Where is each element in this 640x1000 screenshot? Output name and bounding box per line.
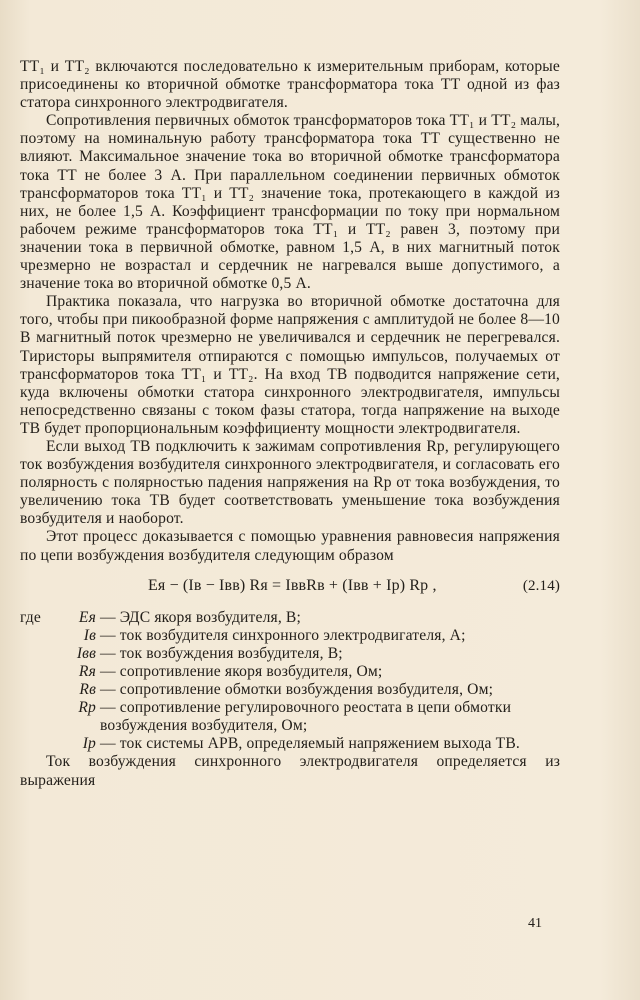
legend-intro: где	[20, 608, 41, 626]
symbol-legend	[20, 609, 560, 754]
legend-text: — ток системы АРВ, определяемый напряжением выхода ТВ.	[100, 735, 520, 753]
legend-symbol: Rв	[79, 681, 96, 699]
legend-symbol: Iв	[83, 626, 96, 644]
paragraph-3: Практика показала, что нагрузка во вторичной обмотке достаточна для того, чтобы при пикообразной форме напряжения с амплитудой не более 8—10 В магнитный поток чрезмерно не увеличивался и сердечник не перегревался. Тиристоры выпрямителя отпираются с помощью импульсов, получаемых от трансформаторов тока TT₁ и TT₂. На вход ТВ подводится напряжение сети, куда включены обмотки статора синхронного электродвигателя, импульсы непосредственно связаны с током фазы статора, тогда напряжение на выходе ТВ будет пропорциональным коэффициенту мощности электродвигателя.	[20, 293, 560, 437]
legend-text: — ЭДС якоря возбудителя, В;	[100, 608, 301, 626]
equation-2-14	[148, 577, 560, 595]
legend-symbol: Iр	[82, 735, 96, 753]
closing-paragraph: Ток возбуждения синхронного электродвигателя определяется из выражения	[20, 753, 560, 789]
legend-text: — сопротивление обмотки возбуждения возбудителя, Ом;	[100, 681, 494, 699]
legend-text: — сопротивление якоря возбудителя, Ом;	[100, 663, 383, 680]
legend-symbol: Iвв	[76, 644, 96, 662]
paragraph-2: Сопротивления первичных обмоток трансформаторов тока TT₁ и TT₂ малы, поэтому на номинальную работу трансформатора тока TT существенно не влияют. Максимальное значение тока во вторичной обмотке трансформатора тока TT не более 3 А. При параллельном соединении первичных обмоток трансформаторов тока TT₁ и TT₂ значение тока, протекающего в каждой из них, не более 1,5 А. Коэффициент трансформации по току при нормальном рабочем режиме трансформаторов тока TT₁ и TT₂ равен 3, поэтому при значении тока в первичной обмотке, равном 1,5 А, в них магнитный поток чрезмерно не возрастал и сердечник не нагревался выше допустимого, а значение тока во вторичной обмотке 0,5 А.	[20, 112, 560, 293]
legend-symbol: где Eя	[20, 608, 96, 626]
paragraph-1: TT₁ и TT₂ включаются последовательно к измерительным приборам, которые присоединены ко вторичной обмотке трансформатора тока TT одной из фаз статора синхронного электродвигателя.	[20, 58, 560, 112]
equation-number: (2.14)	[522, 577, 560, 594]
equation-expression: Eя − (Iв − Iвв) Rя = IввRв + (Iвв + Iр) Rр ,	[148, 576, 437, 594]
legend-text: — сопротивление регулировочного реостата в цепи обмотки возбуждения возбудителя, Ом;	[100, 699, 512, 735]
paragraph-4: Если выход ТВ подключить к зажимам сопротивления Rр, регулирующего ток возбуждения возбудителя синхронного электродвигателя, и согласовать его полярность с полярностью падения напряжения на Rр от тока возбуждения, то увеличению тока ТВ будет соответствовать уменьшение тока возбуждения возбудителя и наоборот.	[20, 437, 560, 528]
legend-text: — ток возбуждения возбудителя, В;	[100, 644, 343, 662]
legend-symbol: Rр	[78, 699, 96, 717]
page-number: 41	[528, 916, 542, 931]
paragraph-5: Этот процесс доказывается с помощью уравнения равновесия напряжения по цепи возбуждения возбудителя следующим образом	[20, 528, 560, 564]
page-body	[20, 58, 560, 790]
legend-symbol: Rя	[78, 663, 96, 680]
legend-text: — ток возбудителя синхронного электродвигателя, А;	[100, 626, 466, 644]
